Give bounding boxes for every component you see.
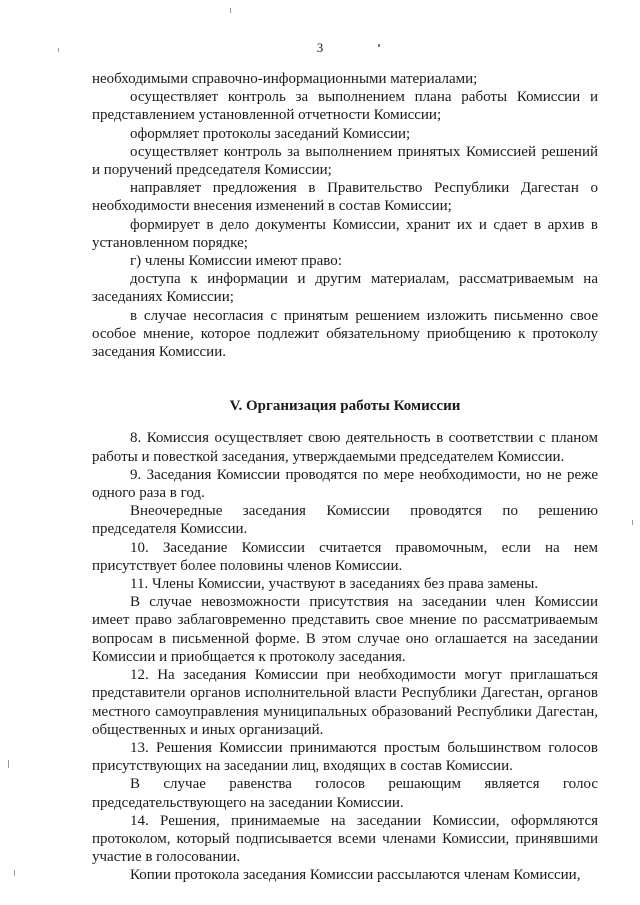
paragraph: Внеочередные заседания Комиссии проводятся по решению председателя Комиссии.: [92, 503, 598, 538]
scan-mark: [14, 870, 15, 876]
scan-mark: [230, 8, 231, 13]
paragraph: доступа к информации и другим материалам, рассматриваемым на заседаниях Комиссии;: [92, 271, 598, 306]
paragraph: 12. На заседания Комиссии при необходимости могут приглашаться представители органов исполнительной власти Республики Дагестан, органов местного самоуправления муниципальных образований Республики Дагестан, общественных и иных организаций.: [92, 667, 598, 738]
paragraph: в случае несогласия с принятым решением изложить письменно свое особое мнение, которое подлежит обязательному приобщению к протоколу заседания Комиссии.: [92, 307, 598, 361]
paragraph: г) члены Комиссии имеют право:: [130, 253, 342, 270]
paragraph: оформляет протоколы заседаний Комиссии;: [130, 125, 411, 142]
paragraph: В случае равенства голосов решающим является голос председательствующего на заседании Комиссии.: [92, 776, 598, 811]
paragraph: формирует в дело документы Комиссии, хранит их и сдает в архив в установленном порядке;: [92, 216, 598, 251]
paragraph: 8. Комиссия осуществляет свою деятельность в соответствии с планом работы и повесткой заседания, утверждаемыми председателем Комиссии.: [92, 430, 598, 465]
paragraph: 10. Заседание Комиссии считается правомочным, если на нем присутствует более половины членов Комиссии.: [92, 539, 598, 574]
paragraph: 14. Решения, принимаемые на заседании Комиссии, оформляются протоколом, который подписывается всеми членами Комиссии, принявшими участие в голосовании.: [92, 812, 598, 866]
paragraph: осуществляет контроль за выполнением принятых Комиссией решений и поручений председателя Комиссии;: [92, 143, 598, 179]
paragraph: осуществляет контроль за выполнением плана работы Комиссии и представлением установленной отчетности Комиссии;: [92, 89, 598, 124]
paragraphs-after: [92, 429, 598, 884]
paragraph: 9. Заседания Комиссии проводятся по мере необходимости, но не реже одного раза в год.: [92, 466, 598, 502]
paragraph: 11. Члены Комиссии, участвуют в заседаниях без права замены.: [130, 576, 539, 593]
paragraph: 13. Решения Комиссии принимаются простым большинством голосов присутствующих на заседании лиц, входящих в состав Комиссии.: [92, 739, 598, 775]
scan-mark: [378, 44, 380, 47]
document-body: [92, 70, 598, 885]
page-number: 3: [316, 40, 324, 55]
paragraph: В случае невозможности присутствия на заседании член Комиссии имеет право заблаговременно представить свое мнение по рассматриваемым вопросам в письменной форме. В этом случае оно оглашается на заседании Комиссии и приобщается к протоколу заседания.: [92, 594, 598, 665]
scan-mark: [58, 48, 59, 52]
paragraph: необходимыми справочно-информационными материалами;: [92, 71, 478, 87]
scan-mark: [8, 760, 9, 768]
paragraph: направляет предложения в Правительство Республики Дагестан о необходимости внесения изменений в состав Комиссии;: [92, 180, 598, 215]
paragraph: Копии протокола заседания Комиссии рассылаются членам Комиссии,: [130, 867, 581, 884]
scan-mark: [632, 520, 633, 525]
spacer: [92, 361, 598, 371]
paragraphs-before: [92, 70, 598, 361]
section-heading: V. Организация работы Комиссии: [229, 398, 461, 415]
